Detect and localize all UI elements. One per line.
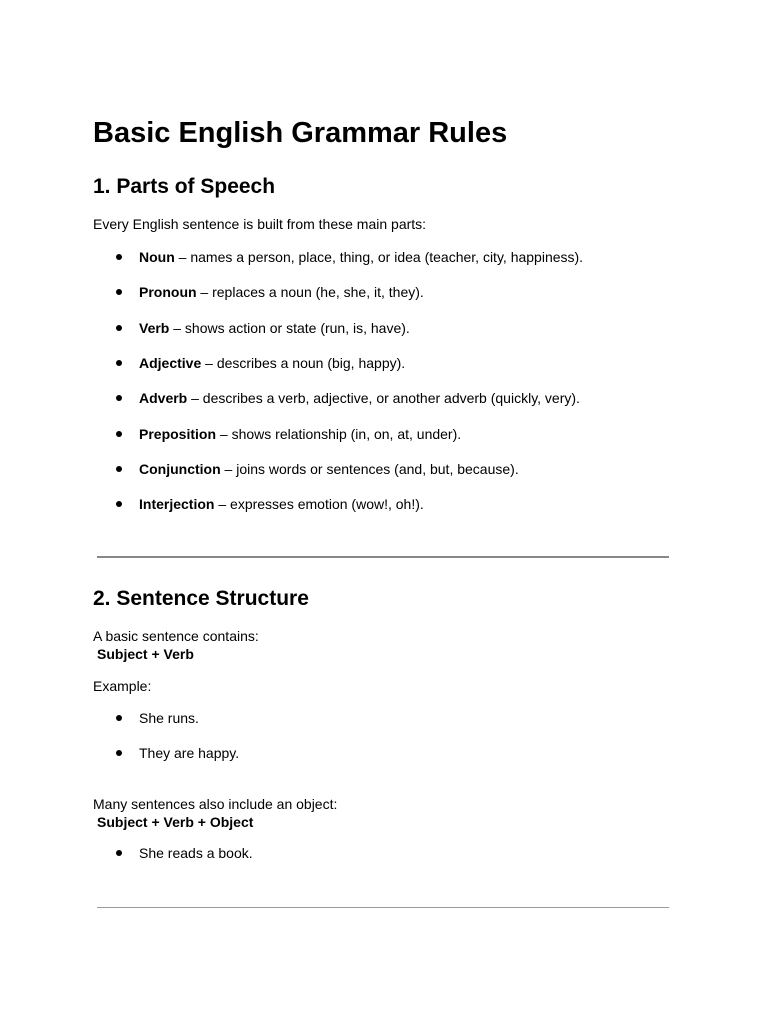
parts-of-speech-intro: Every English sentence is built from these main parts: — [93, 216, 427, 232]
list-item-text — [139, 459, 519, 479]
list-item — [0, 843, 768, 863]
bullet-icon — [116, 750, 122, 756]
term-label: Verb — [139, 320, 170, 336]
section-divider — [97, 907, 669, 908]
list-item — [0, 282, 768, 302]
term-description: – joins words or sentences (and, but, because). — [220, 461, 519, 477]
list-item — [0, 424, 768, 444]
term-label: Adjective — [139, 355, 202, 371]
term-description: – replaces a noun (he, she, it, they). — [196, 284, 424, 300]
term-label: Interjection — [139, 496, 215, 512]
term-description: – describes a verb, adjective, or another adverb (quickly, very). — [187, 390, 580, 406]
bullet-icon — [116, 360, 122, 366]
term-label: Preposition — [139, 426, 217, 442]
bullet-icon — [116, 431, 122, 437]
list-item — [0, 459, 768, 479]
term-label: Noun — [139, 249, 175, 265]
bullet-icon — [116, 715, 122, 721]
object-sentence-formula: Subject + Verb + Object — [97, 814, 254, 830]
basic-sentence-intro: A basic sentence contains: — [93, 628, 259, 644]
list-item — [0, 318, 768, 338]
bullet-icon — [116, 501, 122, 507]
section-heading-parts-of-speech: 1. Parts of Speech — [93, 175, 276, 198]
list-item-text — [139, 353, 405, 373]
section-heading-sentence-structure: 2. Sentence Structure — [93, 587, 309, 610]
bullet-icon — [116, 289, 122, 295]
bullet-icon — [116, 395, 122, 401]
document-title: Basic English Grammar Rules — [93, 117, 508, 149]
term-description: – describes a noun (big, happy). — [201, 355, 406, 371]
term-description: – shows action or state (run, is, have). — [169, 320, 410, 336]
list-item-text — [139, 318, 410, 338]
list-item — [0, 247, 768, 267]
bullet-icon — [116, 850, 122, 856]
section-divider — [97, 556, 669, 558]
bullet-icon — [116, 325, 122, 331]
example-label: Example: — [93, 678, 152, 694]
list-item — [0, 494, 768, 514]
list-item-text — [139, 282, 424, 302]
term-description: – names a person, place, thing, or idea (teacher, city, happiness). — [174, 249, 584, 265]
bullet-icon — [116, 466, 122, 472]
term-description: – expresses emotion (wow!, oh!). — [214, 496, 424, 512]
term-label: Pronoun — [139, 284, 197, 300]
bullet-icon — [116, 254, 122, 260]
list-item — [0, 353, 768, 373]
example-sentence: She runs. — [139, 710, 199, 726]
term-label: Adverb — [139, 390, 188, 406]
term-description: – shows relationship (in, on, at, under). — [216, 426, 462, 442]
basic-sentence-formula: Subject + Verb — [97, 646, 194, 662]
example-sentence: She reads a book. — [139, 845, 253, 861]
object-sentence-block — [93, 795, 337, 831]
object-sentence-intro: Many sentences also include an object: — [93, 796, 338, 812]
list-item — [0, 743, 768, 763]
list-item-text — [139, 424, 461, 444]
list-item-text — [139, 388, 580, 408]
list-item — [0, 388, 768, 408]
example-sentence: They are happy. — [139, 745, 240, 761]
list-item-text — [139, 247, 583, 267]
term-label: Conjunction — [139, 461, 221, 477]
list-item-text — [139, 494, 424, 514]
basic-sentence-block — [93, 627, 259, 663]
list-item — [0, 708, 768, 728]
